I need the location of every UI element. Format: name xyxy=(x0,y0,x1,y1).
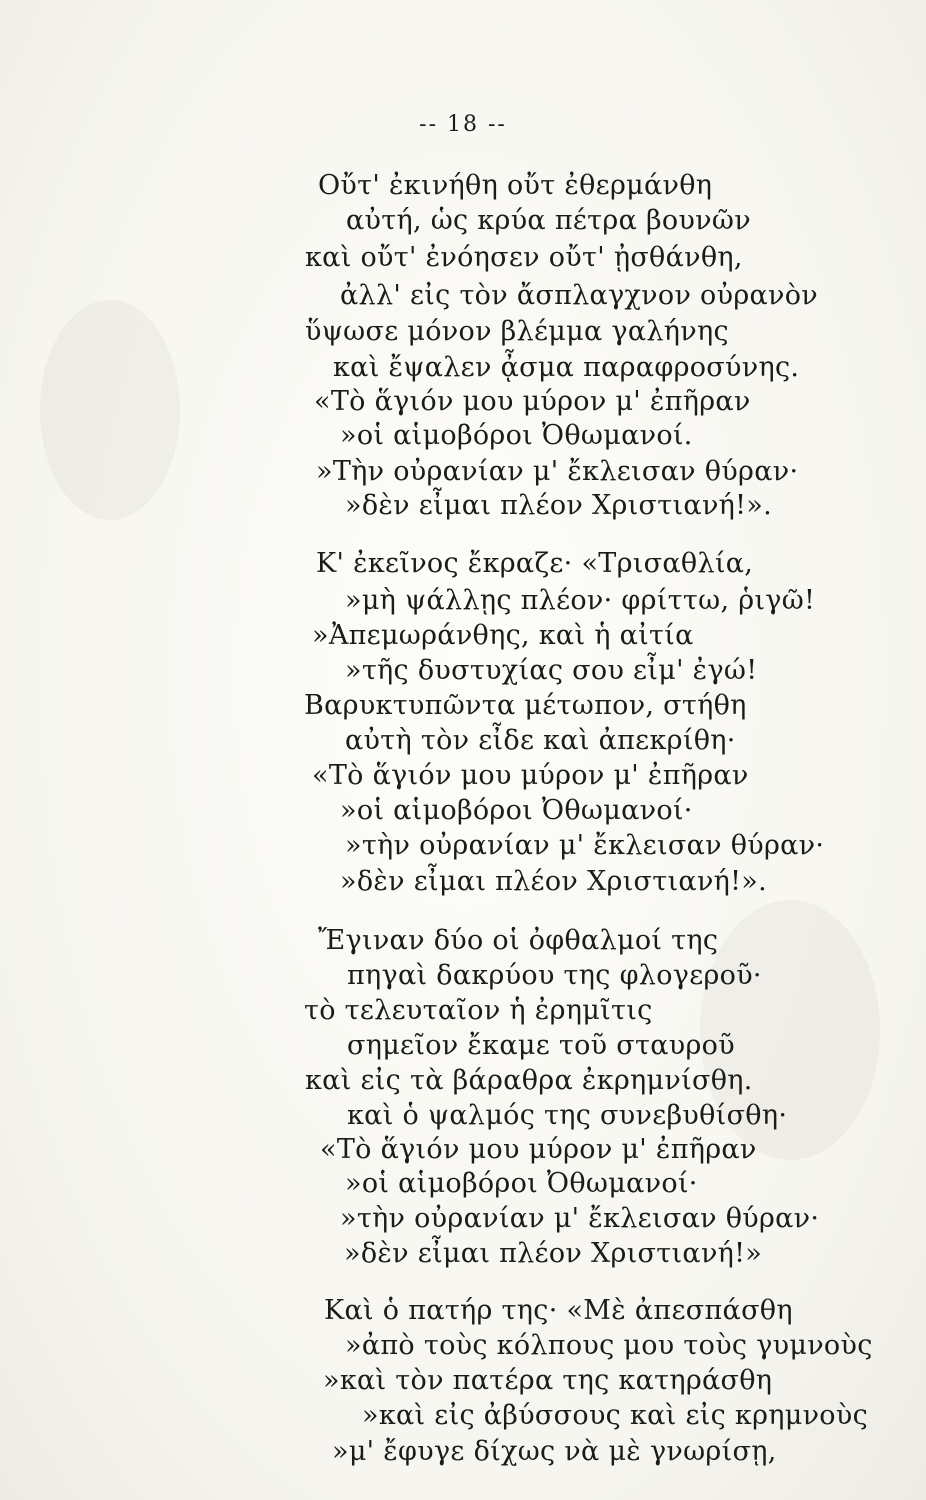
poem-line: »Ἀπεμωράνθης, καὶ ἡ αἰτία xyxy=(312,620,694,651)
poem-line: »οἱ αἱμοβόροι Ὀθωμανοί. xyxy=(340,420,693,451)
poem-line: ὕψωσε μόνον βλέμμα γαλήνης xyxy=(305,316,729,347)
poem-line: »καὶ εἰς ἀβύσσους καὶ εἰς κρημνοὺς xyxy=(362,1400,868,1431)
poem-line: πηγαὶ δακρύου της φλογεροῦ· xyxy=(347,960,762,991)
poem-line: καὶ οὔτ' ἐνόησεν οὔτ' ᾐσθάνθη, xyxy=(305,242,743,273)
poem-line: »ἀπὸ τοὺς κόλπους μου τοὺς γυμνοὺς xyxy=(345,1330,873,1361)
poem-line: »μὴ ψάλλῃς πλέον· φρίττω, ῥιγῶ! xyxy=(345,585,816,616)
poem-line: »Τὴν οὐρανίαν μ' ἔκλεισαν θύραν· xyxy=(316,456,799,487)
poem-line: «Τὸ ἅγιόν μου μύρον μ' ἐπῆραν xyxy=(320,1134,757,1165)
poem-line: »δὲν εἶμαι πλέον Χριστιανή!» xyxy=(344,1238,763,1269)
poem-line: »τὴν οὐρανίαν μ' ἔκλεισαν θύραν· xyxy=(340,1203,820,1234)
poem-line: »οἱ αἱμοβόροι Ὀθωμανοί· xyxy=(340,795,693,826)
poem-line: »δὲν εἶμαι πλέον Χριστιανή!». xyxy=(340,866,767,897)
poem-line: τὸ τελευταῖον ἡ ἐρημῖτις xyxy=(304,995,653,1026)
poem-line: αὐτὴ τὸν εἶδε καὶ ἀπεκρίθη· xyxy=(345,725,736,756)
poem-line: Οὔτ' ἐκινήθη οὔτ ἐθερμάνθη xyxy=(318,170,713,201)
poem-line: «Τὸ ἅγιόν μου μύρον μ' ἐπῆραν xyxy=(314,386,751,417)
poem-line: »μ' ἔφυγε δίχως νὰ μὲ γνωρίσῃ, xyxy=(332,1436,777,1467)
poem-line: καὶ ὁ ψαλμός της συνεβυθίσθη· xyxy=(347,1100,788,1131)
poem-line: Κ' ἐκεῖνος ἔκραζε· «Τρισαθλία, xyxy=(316,548,754,579)
poem-line: Ἔγιναν δύο οἱ ὀφθαλμοί της xyxy=(318,925,719,956)
poem-line: »καὶ τὸν πατέρα της κατηράσθη xyxy=(323,1365,773,1396)
poem-line: »τὴν οὐρανίαν μ' ἔκλεισαν θύραν· xyxy=(345,830,825,861)
poem-line: σημεῖον ἔκαμε τοῦ σταυροῦ xyxy=(347,1030,735,1061)
poem-line: »τῆς δυστυχίας σου εἶμ' ἐγώ! xyxy=(345,655,758,686)
poem-line: Βαρυκτυπῶντα μέτωπον, στήθη xyxy=(304,690,747,721)
poem-line: »δὲν εἶμαι πλέον Χριστιανή!». xyxy=(345,490,772,521)
poem-line: Καὶ ὁ πατήρ της· «Μὲ ἀπεσπάσθη xyxy=(324,1295,793,1326)
poem-line: »οἱ αἱμοβόροι Ὀθωμανοί· xyxy=(345,1168,698,1199)
poem-line: «Τὸ ἅγιόν μου μύρον μ' ἐπῆραν xyxy=(312,760,749,791)
poem-line: ἀλλ' εἰς τὸν ἄσπλαγχνον οὐρανὸν xyxy=(340,280,819,311)
paper-stain xyxy=(40,300,180,520)
poem-line: καὶ ἔψαλεν ᾆσμα παραφροσύνης. xyxy=(333,352,800,383)
poem-line: αὐτή, ὡς κρύα πέτρα βουνῶν xyxy=(346,205,751,236)
poem-line: καὶ εἰς τὰ βάραθρα ἐκρημνίσθη. xyxy=(305,1065,753,1096)
page-number: -- 18 -- xyxy=(419,112,507,137)
